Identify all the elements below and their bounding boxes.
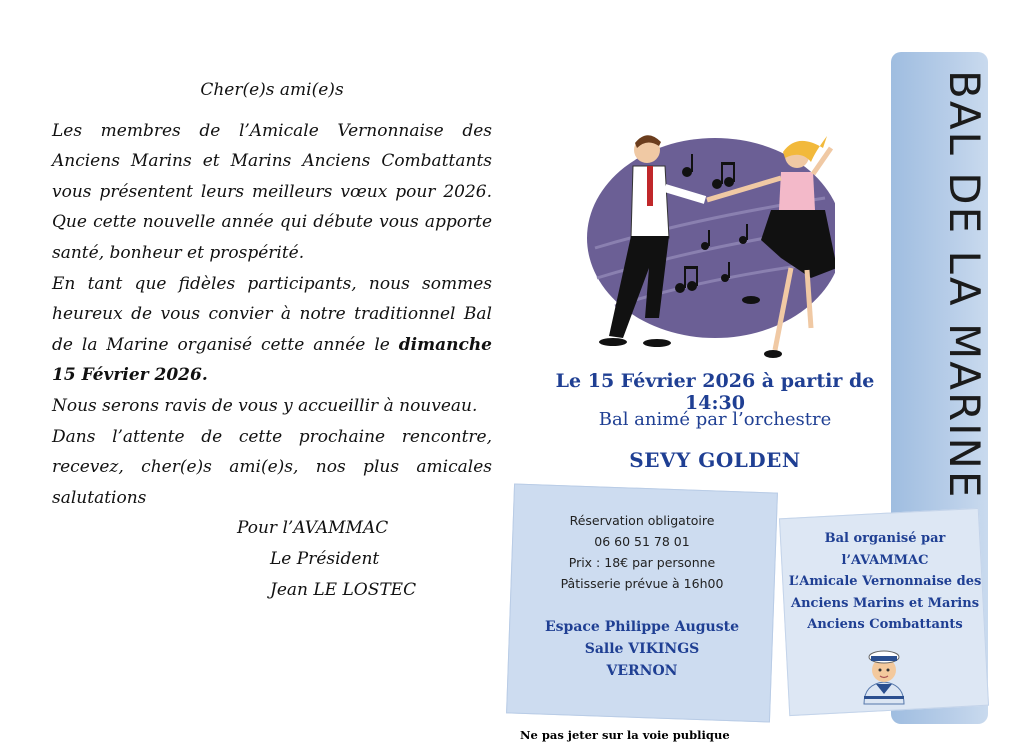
event-date: Le 15 Février 2026 à partir de 14:30 <box>555 370 875 414</box>
organizer-info <box>785 528 985 636</box>
venue-room: Salle VIKINGS <box>584 641 700 657</box>
venue-city: VERNON <box>606 663 678 679</box>
invite-date: dimanche 15 Février 2026. <box>52 334 492 386</box>
letter-paragraph-closing: Dans l’attente de cette prochaine rencontre, recevez, cher(e)s ami(e)s, nos plus amicales salutations <box>52 426 492 508</box>
venue <box>517 616 767 682</box>
signature-role: Le Président <box>270 548 380 569</box>
organizer-line-5: Anciens Combattants <box>807 617 963 632</box>
letter-paragraph-wishes: Les membres de l’Amicale Vernonnaise des Anciens Marins et Marins Anciens Combattants vous présentent leurs meilleurs vœux pour 2026. Que cette nouvelle année qui débute vous apporte santé, bonheur et prospérité. <box>52 120 492 263</box>
organizer-line-4: Anciens Marins et Marins <box>790 595 980 611</box>
organizer-line-1: Bal organisé par <box>824 531 946 546</box>
invite-text: En tant que fidèles participants, nous sommes heureux de vous convier à notre traditionnel Bal de la Marine organisé cette année le <box>52 273 492 355</box>
signature-org: Pour l’AVAMMAC <box>237 518 389 539</box>
orchestra-line: Bal animé par l’orchestre <box>598 409 832 430</box>
reservation-phone: 06 60 51 78 01 <box>594 534 690 549</box>
letter-paragraph-welcome: Nous serons ravis de vous y accueillir à nouveau. <box>52 395 478 416</box>
venue-name: Espace Philippe Auguste <box>544 619 739 635</box>
sailor-icon <box>858 640 910 706</box>
reservation-pastry: Pâtisserie prévue à 16h00 <box>560 576 724 591</box>
reservation-required: Réservation obligatoire <box>569 513 715 528</box>
footer-note: Ne pas jeter sur la voie publique <box>520 728 730 742</box>
band-name: SEVY GOLDEN <box>629 448 801 472</box>
dancing-couple-illustration <box>575 128 835 368</box>
letter-paragraph-invite <box>52 269 492 391</box>
signature-name: Jean LE LOSTEC <box>270 579 417 600</box>
letter-body <box>52 116 492 514</box>
letter-greeting: Cher(e)s ami(e)s <box>200 80 344 100</box>
invitation-letter <box>52 75 492 605</box>
letter-signature <box>52 513 492 605</box>
reservation-info <box>517 510 767 682</box>
reservation-price: Prix : 18€ par personne <box>568 555 716 570</box>
organizer-line-3: L’Amicale Vernonnaise des <box>788 574 982 589</box>
banner-title: BAL DE LA MARINE <box>940 70 989 500</box>
organizer-line-2: l’AVAMMAC <box>841 552 929 568</box>
